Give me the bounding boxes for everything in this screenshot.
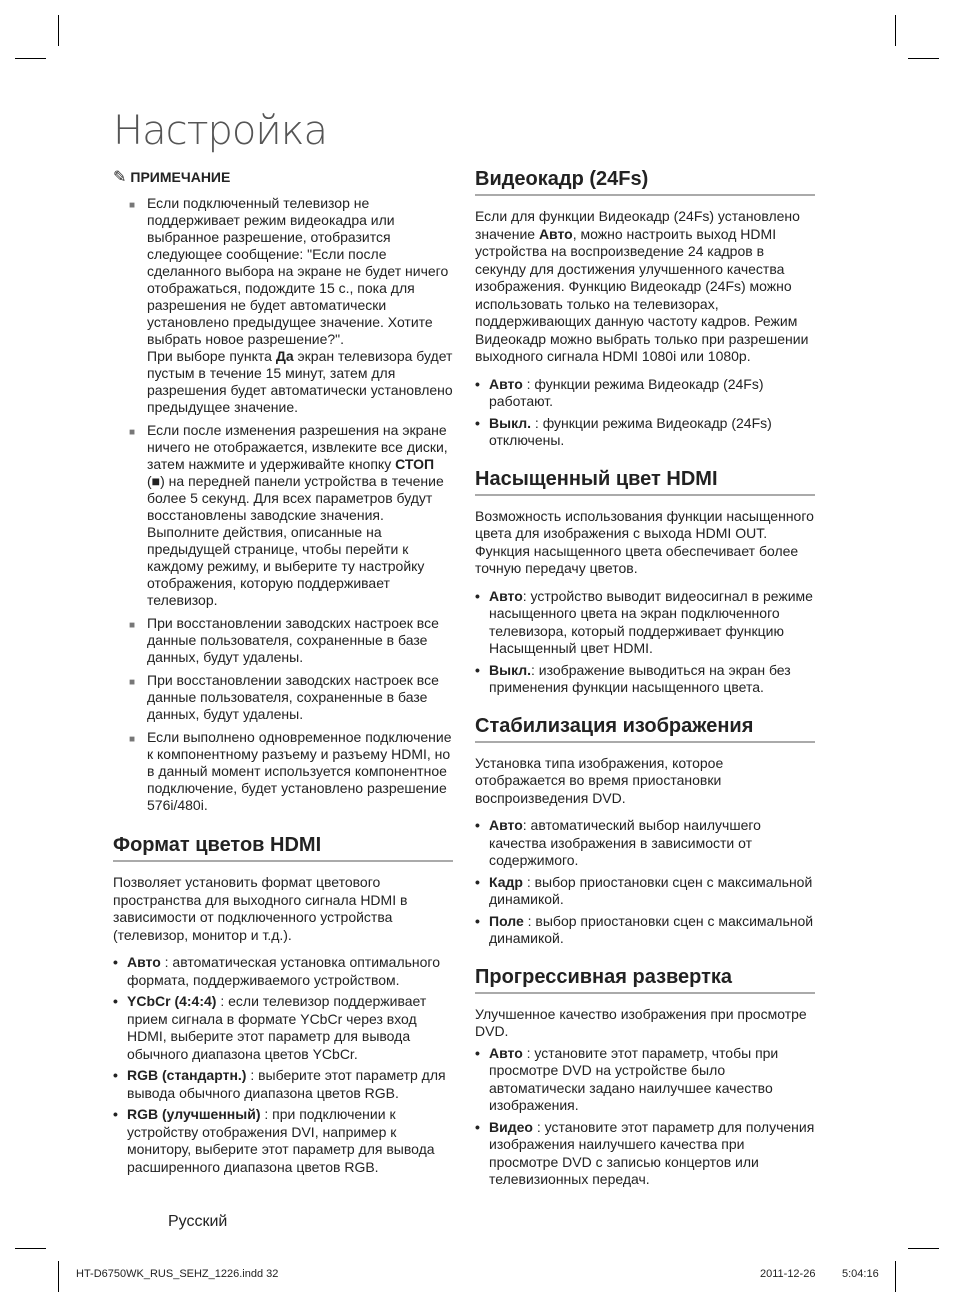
right-column — [475, 168, 815, 1207]
crop-mark — [15, 58, 46, 59]
section-heading: Прогрессивная развертка — [475, 966, 815, 994]
note-text: (■) на передней панели устройства в течение более 5 секунд. Для всех параметров будут восстановлены заводские значения. Выполните действия, описанные на предыдущей странице, чтобы перейти к каждому режиму, и выберите ту настройку отображения, которую поддерживает телевизор. — [147, 473, 444, 608]
option-label: Выкл. — [489, 414, 532, 431]
file-slug: HT-D6750WK_RUS_SEHZ_1226.indd 32 — [76, 1268, 279, 1280]
note-list — [113, 195, 453, 814]
option-list — [475, 376, 815, 450]
list-item: • RGB (стандартн.) : выберите этот параметр для вывода обычного диапазона цветов RGB. — [113, 1067, 446, 1101]
crop-mark — [908, 58, 939, 59]
note-text: Если выполнено одновременное подключение к компонентному разъему и разъему HDMI, но в данный момент используется компонентное подключение, будет установлено разрешение 576i/480i. — [147, 729, 452, 813]
option-label: Авто — [489, 1044, 523, 1061]
list-item: • Кадр : выбор приостановки сцен с максимальной динамикой. — [475, 873, 813, 907]
slug-date: 2011-12-26 — [760, 1268, 816, 1280]
note-text: Если после изменения разрешения на экране ничего не отображается, извлеките все диски, затем нажмите и удерживайте кнопку — [147, 422, 448, 472]
option-text: : устройство выводит видеосигнал в режиме насыщенного цвета на экран подключенного телевизора, который поддерживает функцию Насыщенный цвет HDMI. — [489, 587, 813, 656]
list-item: • Авто: автоматический выбор наилучшего качества изображения в зависимости от содержимого. — [475, 817, 761, 868]
section-heading: Стабилизация изображения — [475, 715, 815, 743]
option-label: RGB (стандартн.) — [127, 1067, 247, 1083]
section-heading: Видеокадр (24Fs) — [475, 168, 815, 196]
slug-time: 5:04:16 — [842, 1268, 879, 1280]
section-description: Установка типа изображения, которое отображается во время приостановки воспроизведения DVD. — [475, 754, 724, 806]
desc-bold: Авто — [538, 225, 573, 242]
list-item — [129, 615, 453, 666]
section-heading: Формат цветов HDMI — [113, 834, 453, 862]
note-text: При выборе пункта — [147, 348, 276, 364]
page-language: Русский — [168, 1213, 228, 1230]
square-bullet-icon: ■ — [129, 620, 136, 631]
list-item: • RGB (улучшенный) : при подключении к устройству отображения DVI, например к монитору, выберите этот параметр для вывода расширенного диапазона цветов RGB. — [113, 1106, 435, 1175]
list-item: • Выкл.: изображение выводиться на экран без применения функции насыщенного цвета. — [475, 661, 791, 695]
option-text: : выбор приостановки сцен с максимальной динамикой. — [489, 873, 813, 907]
section-heading: Насыщенный цвет HDMI — [475, 468, 815, 496]
crop-mark — [58, 1261, 59, 1292]
option-text: : при подключении к устройству отображения DVI, например к монитору, выберите этот параметр для вывода расширенного диапазона цветов RGB. — [127, 1106, 435, 1175]
note-text: экран телевизора будет пустым в течение 15 минут, затем для разрешения будет автоматически установлено предыдущее значение. — [147, 348, 453, 415]
section-description: Позволяет установить формат цветового пространства для выходного сигнала HDMI в зависимости от подключенного устройства (телевизор, монитор и т.д.). — [113, 874, 408, 943]
option-text: : автоматическая установка оптимального формата, поддерживаемого устройством. — [127, 954, 441, 988]
option-list — [475, 817, 815, 948]
option-label: Авто — [127, 954, 161, 970]
option-text: : функции режима Видеокадр (24Fs) работают. — [489, 375, 764, 409]
option-label: Авто — [489, 375, 523, 392]
section-description: Возможность использования функции насыщенного цвета для изображения с выхода HDMI OUT. Функция насыщенного цвета обеспечивает более точную передачу цветов. — [475, 507, 814, 576]
section-description: Улучшенное качество изображения при просмотре DVD. — [475, 1005, 807, 1039]
option-list — [475, 588, 815, 697]
note-bold: Да — [275, 348, 294, 364]
option-text: : выбор приостановки сцен с максимальной динамикой. — [489, 912, 814, 946]
list-item — [129, 195, 453, 416]
list-item: • Поле : выбор приостановки сцен с максимальной динамикой. — [475, 912, 814, 946]
square-bullet-icon: ■ — [129, 734, 136, 745]
list-item: • Авто : функции режима Видеокадр (24Fs) работают. — [475, 375, 764, 409]
note-bold: СТОП — [395, 456, 435, 472]
note-text: При восстановлении заводских настроек все данные пользователя, сохраненные в базе данных, будут удалены. — [147, 615, 439, 665]
option-label: Авто — [489, 817, 523, 833]
option-text: : функции режима Видеокадр (24Fs) отключены. — [489, 414, 772, 448]
list-item: • Авто : установите этот параметр, чтобы при просмотре DVD на устройстве было автоматически задано наилучшее качество изображения. — [475, 1044, 779, 1113]
square-bullet-icon: ■ — [129, 427, 136, 438]
crop-mark — [895, 15, 896, 46]
section-description — [475, 208, 815, 366]
crop-mark — [895, 1261, 896, 1292]
option-text: : установите этот параметр, чтобы при просмотре DVD на устройстве было автоматически задано наилучшее качество изображения. — [489, 1044, 779, 1113]
crop-mark — [58, 15, 59, 46]
option-label: Авто — [489, 587, 523, 604]
desc-text: , можно настроить выход HDMI устройства на воспроизведение 24 кадров в секунду для достижения улучшенного качества изображения. Функцию Видеокадр (24Fs) можно использовать только на телевизорах, поддерживающих данную частоту кадров. Режим Видеокадр можно выбрать только при разрешении выходного сигнала HDMI 1080i или 1080p. — [475, 225, 809, 364]
option-label: Поле — [489, 912, 524, 929]
option-text: : выберите этот параметр для вывода обычного диапазона цветов RGB. — [127, 1067, 446, 1101]
option-text: : изображение выводиться на экран без применения функции насыщенного цвета. — [489, 661, 791, 695]
list-item — [129, 729, 453, 814]
option-label: Кадр — [489, 873, 523, 890]
left-column — [113, 163, 453, 1194]
list-item — [129, 672, 453, 723]
option-list — [475, 1045, 815, 1189]
option-text: : если телевизор поддерживает прием сигнала в формате YCbCr через вход HDMI, выберите этот параметр для вывода обычного диапазона цветов YCbCr. — [127, 993, 427, 1062]
pencil-icon: ✎ — [113, 169, 127, 186]
option-text: : установите этот параметр для получения изображения наилучшего качества при просмотре DVD с записью концертов или телевизионных передач. — [489, 1118, 815, 1187]
list-item: • Выкл. : функции режима Видеокадр (24Fs) отключены. — [475, 414, 772, 448]
desc-text: Если для функции Видеокадр (24Fs) установлено значение — [475, 208, 800, 242]
list-item: • Авто: устройство выводит видеосигнал в режиме насыщенного цвета на экран подключенного телевизора, который поддерживает функцию Насыщенный цвет HDMI. — [475, 587, 813, 656]
list-item: • YCbCr (4:4:4) : если телевизор поддерживает прием сигнала в формате YCbCr через вход HDMI, выберите этот параметр для вывода обычного диапазона цветов YCbCr. — [113, 993, 427, 1062]
crop-mark — [908, 1248, 939, 1249]
crop-mark — [15, 1248, 46, 1249]
option-label: Видео — [489, 1118, 533, 1135]
note-header — [113, 167, 453, 187]
list-item: • Видео : установите этот параметр для получения изображения наилучшего качества при просмотре DVD с записью концертов или телевизионных передач. — [475, 1118, 815, 1187]
square-bullet-icon: ■ — [129, 677, 136, 688]
option-label: Выкл. — [489, 661, 532, 678]
note-text: При восстановлении заводских настроек все данные пользователя, сохраненные в базе данных, будут удалены. — [147, 672, 439, 722]
list-item: • Авто : автоматическая установка оптимального формата, поддерживаемого устройством. — [113, 954, 441, 988]
option-label: YCbCr (4:4:4) — [127, 993, 217, 1009]
option-list — [113, 954, 453, 1176]
note-text: Если подключенный телевизор не поддерживает режим видеокадра или выбранное разрешение, отобразится следующее сообщение: "Если после сделанного выбора на экране не будет ничего отображаться, подождите 15 с., пока для разрешения не будет автоматически установлено предыдущее значение. Хотите выбрать новое разрешение?". — [147, 195, 449, 347]
list-item — [129, 422, 453, 609]
option-label: RGB (улучшенный) — [127, 1106, 261, 1122]
page-title: Настройка — [113, 108, 328, 154]
square-bullet-icon: ■ — [129, 200, 136, 211]
option-text: : автоматический выбор наилучшего качества изображения в зависимости от содержимого. — [489, 817, 761, 868]
note-label: ПРИМЕЧАНИЕ — [130, 169, 231, 185]
